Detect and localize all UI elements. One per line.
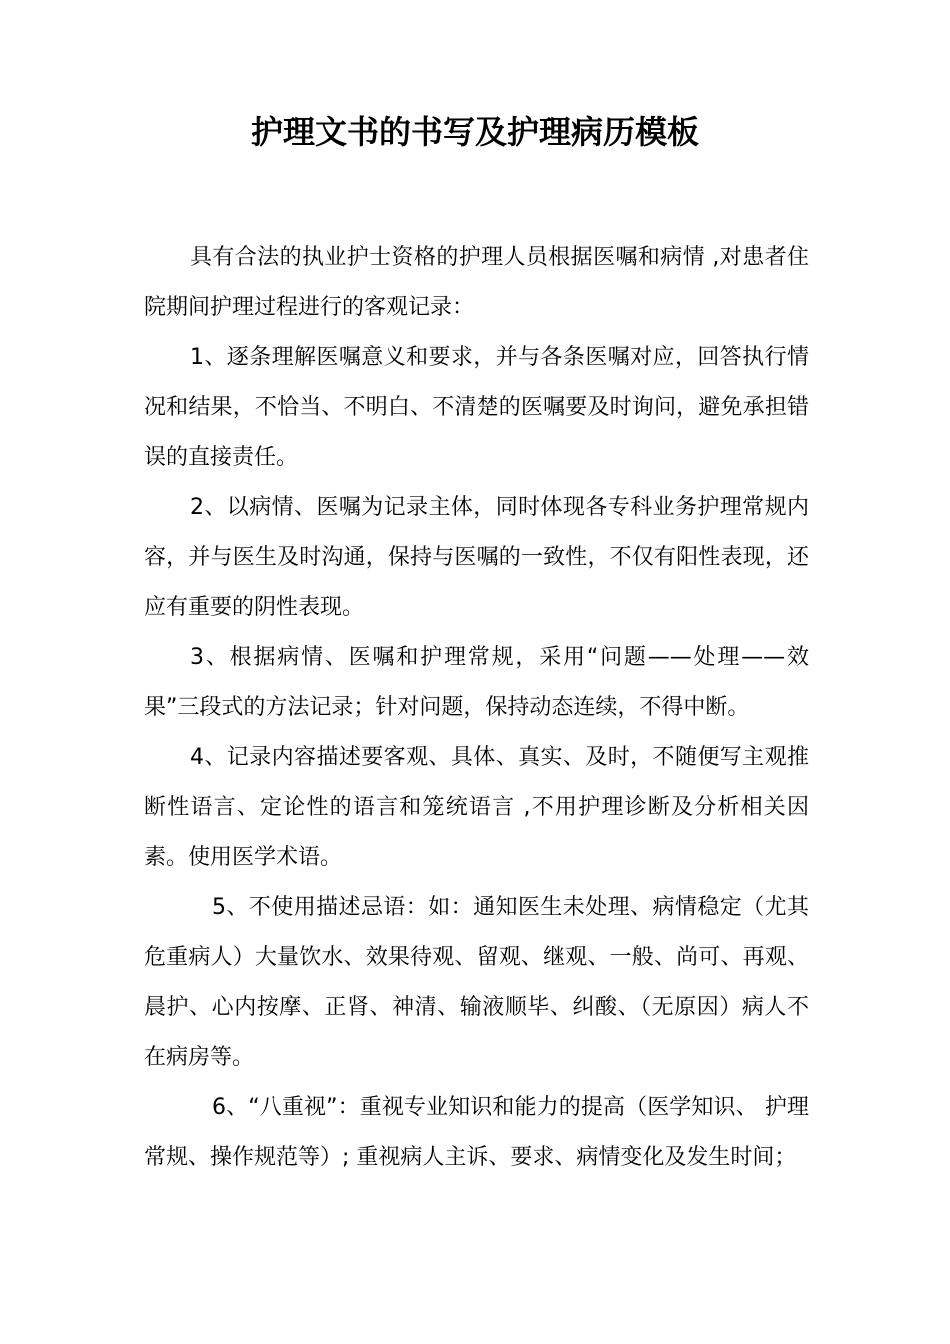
rule-2-paragraph: 2、以病情、医嘱为记录主体，同时体现各专科业务护理常规内容，并与医生及时沟通，保持与医嘱的一致性，不仅有阳性表现，还应有重要的阴性表现。 bbox=[144, 495, 809, 620]
rule-6-paragraph: 6、“八重视”：重视专业知识和能力的提高（医学知识、 护理常规、操作规范等）; 重视病人主诉、要求、病情变化及发生时间； bbox=[144, 1095, 809, 1170]
document-title: 护理文书的书写及护理病历模板 bbox=[250, 113, 699, 151]
rule-1-paragraph: 1、逐条理解医嘱意义和要求，并与各条医嘱对应，回答执行情况和结果，不恰当、不明白、不清楚的医嘱要及时询问，避免承担错误的直接责任。 bbox=[144, 345, 809, 470]
rule-3-paragraph: 3、根据病情、医嘱和护理常规，采用“问题——处理——效果”三段式的方法记录；针对问题，保持动态连续，不得中断。 bbox=[144, 645, 809, 720]
document-body bbox=[144, 233, 809, 1183]
rule-5-paragraph: 5、不使用描述忌语：如：通知医生未处理、病情稳定（尤其危重病人）大量饮水、效果待观、留观、继观、一般、尚可、再观、晨护、心内按摩、正肾、神清、输液顺毕、纠酸、（无原因）病人不在病房等。 bbox=[144, 895, 809, 1070]
rule-4-paragraph: 4、记录内容描述要客观、具体、真实、及时，不随便写主观推断性语言、定论性的语言和笼统语言 ,不用护理诊断及分析相关因素。使用医学术语。 bbox=[144, 745, 809, 870]
intro-paragraph: 具有合法的执业护士资格的护理人员根据医嘱和病情 ,对患者住院期间护理过程进行的客观记录： bbox=[144, 245, 809, 320]
